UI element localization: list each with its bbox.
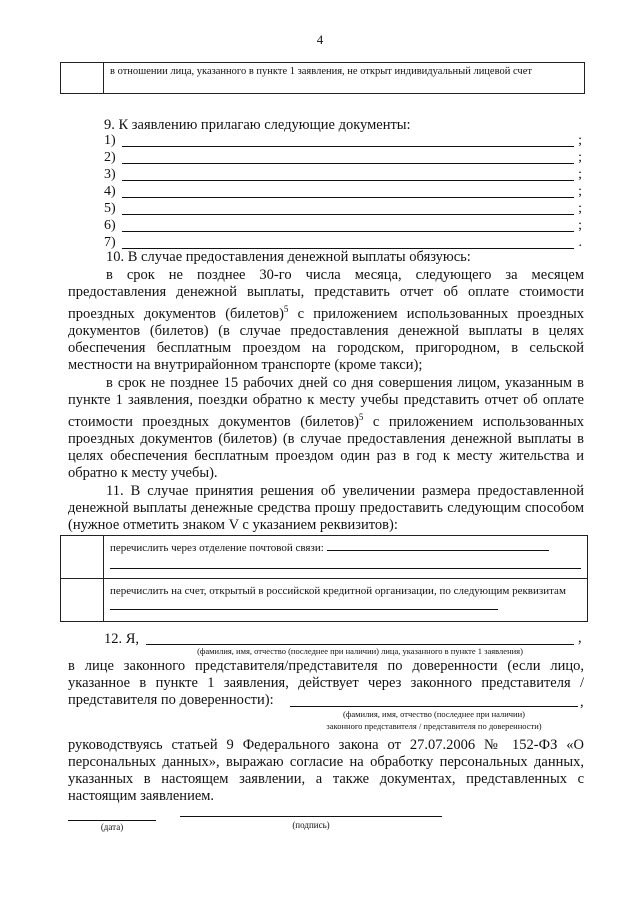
document-line-end: ;	[578, 201, 582, 216]
section-11-text: 11. В случае принятия решения об увеличении размера предоставленной денежной выплаты денежные средства прошу предоставить следующим способом (нужное отметить знаком V с указанием реквизитов):	[68, 482, 584, 533]
document-line-field[interactable]	[122, 197, 574, 198]
document-line-end: ;	[578, 133, 582, 148]
section-9-heading: 9. К заявлению прилагаю следующие документы:	[104, 117, 411, 133]
post-details-field[interactable]	[327, 550, 549, 551]
document-line-field[interactable]	[122, 146, 574, 147]
document-line[interactable]	[104, 167, 582, 183]
account-note-table	[60, 62, 585, 94]
comma: ,	[578, 630, 582, 646]
document-line-number: 2)	[104, 150, 116, 165]
document-line-number: 5)	[104, 201, 116, 216]
caption-person: (фамилия, имя, отчество (последнее при наличии) лица, указанного в пункте 1 заявления)	[197, 646, 523, 656]
document-line-end: .	[578, 235, 582, 250]
date-field[interactable]	[68, 820, 156, 821]
section-10-paragraph-2: в срок не позднее 15 рабочих дней со дня совершения лицом, указанным в пункте 1 заявления, поездки обратно к месту учебы представить отчет об оплате стоимости проездных документов (билетов)$^5$ с приложением использованных проездных документов (билетов) (в случае предоставления денежной выплаты в целях обеспечения бесплатным проездом один раз в год к месту жительства и обратно к месту учебы).	[68, 374, 584, 481]
section-10-paragraph-1: в срок не позднее 30-го числа месяца, следующего за месяцем предоставления денежной выплаты, представить отчет об оплате стоимости проездных документов (билетов)$^5$ с приложением использованных проездных документов (билетов) (в случае предоставления денежной выплаты в целях обеспечения бесплатным проездом на городском, пригородном, в сельской местности на внутрирайонном транспорте (кроме такси);	[68, 267, 584, 373]
section-10	[68, 249, 584, 534]
document-line-field[interactable]	[122, 180, 574, 181]
document-line-number: 6)	[104, 218, 116, 233]
section-10-heading: 10. В случае предоставления денежной выплаты обязуюсь:	[106, 249, 471, 265]
bank-details-field[interactable]	[110, 609, 498, 610]
post-details-line[interactable]	[110, 568, 581, 569]
account-note-text: в отношении лица, указанного в пункте 1 заявления, не открыт индивидуальный лицевой счет	[104, 63, 585, 94]
document-line[interactable]	[104, 218, 582, 234]
document-line-field[interactable]	[122, 214, 574, 215]
consent-text: руководствуясь статьей 9 Федерального закона от 27.07.2006 № 152-ФЗ «О персональных данных», выражаю согласие на обработку персональных данных, указанных в настоящем заявлении, а также документах, представленных с настоящим заявлением.	[68, 737, 584, 804]
person-name-field[interactable]	[146, 644, 574, 645]
document-line-end: ;	[578, 150, 582, 165]
option-post[interactable]: перечислить через отделение почтовой связи:	[104, 536, 588, 579]
representative-text: в лице законного представителя/представителя по доверенности (если лицо, указанное в пункте 1 заявления, действует через законного представителя / представителя по доверенности):	[68, 658, 584, 708]
document-line-number: 3)	[104, 167, 116, 182]
post-checkbox[interactable]	[61, 536, 104, 579]
document-line-number: 7)	[104, 235, 116, 250]
document-line-field[interactable]	[122, 231, 574, 232]
document-line[interactable]	[104, 184, 582, 200]
checkbox-cell[interactable]	[61, 63, 104, 94]
signature-field[interactable]	[180, 816, 442, 817]
page-number: 4	[316, 32, 324, 47]
bank-checkbox[interactable]	[61, 579, 104, 622]
document-line[interactable]	[104, 150, 582, 166]
payment-method-table	[60, 535, 588, 622]
section-12-prefix: 12. Я,	[104, 631, 140, 647]
caption-rep-1: (фамилия, имя, отчество (последнее при наличии)	[343, 709, 525, 719]
document-line-end: ;	[578, 218, 582, 233]
signature-caption: (подпись)	[292, 820, 330, 830]
date-caption: (дата)	[100, 822, 124, 832]
document-line-number: 4)	[104, 184, 116, 199]
document-line-end: ;	[578, 184, 582, 199]
representative-name-field[interactable]	[290, 706, 578, 707]
document-line[interactable]	[104, 133, 582, 149]
document-line-field[interactable]	[122, 163, 574, 164]
comma-2: ,	[580, 694, 584, 710]
document-line-number: 1)	[104, 133, 116, 148]
option-bank[interactable]: перечислить на счет, открытый в российской кредитной организации, по следующим реквизитам	[104, 579, 588, 622]
document-line-end: ;	[578, 167, 582, 182]
document-line[interactable]	[104, 201, 582, 217]
caption-rep-2: законного представителя / представителя по доверенности)	[326, 721, 542, 731]
